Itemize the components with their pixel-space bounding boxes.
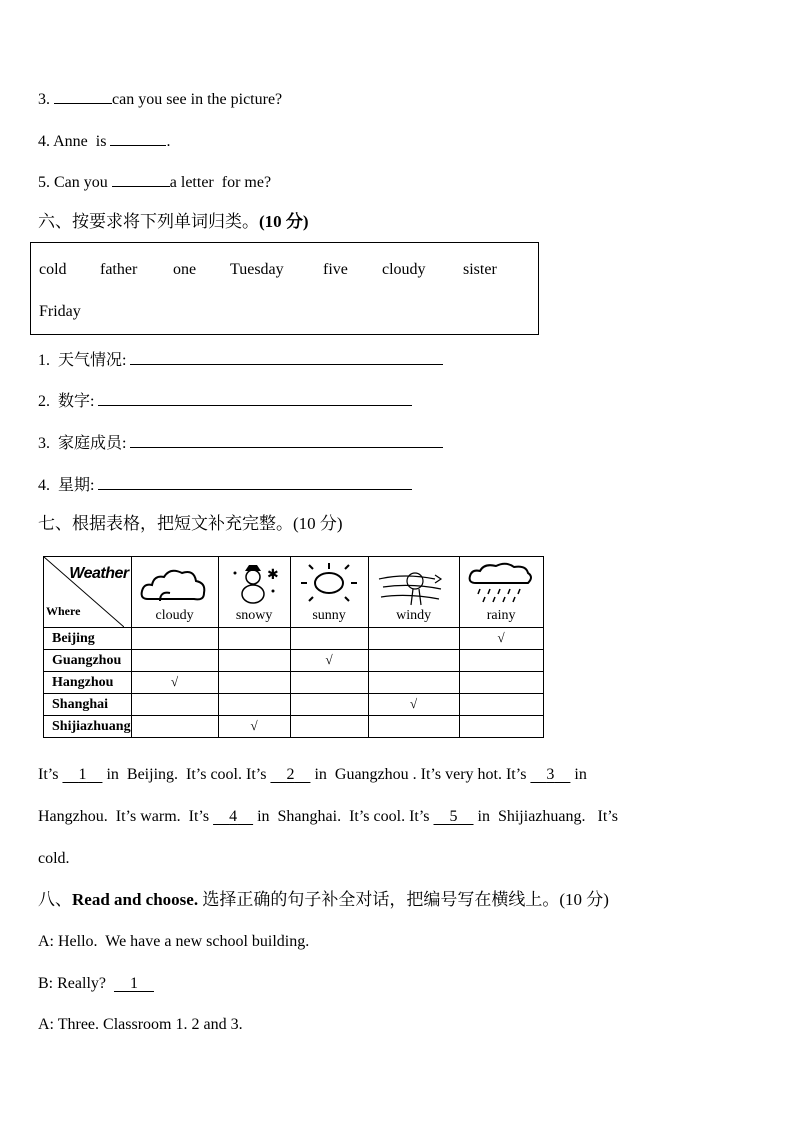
table-row <box>44 694 544 716</box>
sun-icon <box>297 561 361 605</box>
weather-header-snowy: ✱ snowy <box>218 557 290 628</box>
table-row <box>44 672 544 694</box>
category-1: 1. 天气情况: <box>38 349 443 371</box>
category-3: 3. 家庭成员: <box>38 432 443 454</box>
weather-cell <box>368 650 459 672</box>
weather-cell <box>459 628 543 650</box>
weather-cell <box>131 672 218 694</box>
weather-header-sunny: sunny <box>290 557 368 628</box>
weather-cell <box>218 672 290 694</box>
weather-cell <box>131 650 218 672</box>
weather-cell <box>459 672 543 694</box>
word-item: father <box>100 261 138 278</box>
corner-weather-label: Weather <box>69 565 129 582</box>
snowman-icon <box>229 561 285 607</box>
passage-line-3: cold. <box>38 850 70 867</box>
check-mark: √ <box>250 718 258 733</box>
word-item: Friday <box>39 303 81 320</box>
weather-cell <box>290 650 368 672</box>
category-2: 2. 数字: <box>38 390 412 412</box>
question-3: 3. can you see in the picture? <box>38 88 282 110</box>
weather-cell <box>290 716 368 738</box>
word-item: five <box>323 261 348 278</box>
weather-cell <box>368 628 459 650</box>
category-4: 4. 星期: <box>38 474 412 496</box>
answer-blank[interactable] <box>112 171 170 187</box>
weather-cell <box>368 672 459 694</box>
table-row <box>44 716 544 738</box>
blank-3[interactable]: 3 <box>546 766 555 783</box>
weather-cell <box>131 716 218 738</box>
word-item: cloudy <box>382 261 426 278</box>
weather-cell <box>290 672 368 694</box>
answer-blank[interactable] <box>130 432 443 448</box>
check-mark: √ <box>410 696 418 711</box>
table-row <box>44 628 544 650</box>
weather-cell <box>459 694 543 716</box>
weather-table <box>43 556 544 738</box>
passage-line-2: Hangzhou. It’s warm. It’s 4 in Shanghai. It’s cool. It’s 5 in Shijiazhuang. It’s <box>38 808 618 825</box>
question-5: 5. Can you a letter for me? <box>38 171 271 193</box>
city-cell: Beijing <box>44 628 132 650</box>
word-item: cold <box>39 261 67 278</box>
weather-cell <box>290 628 368 650</box>
answer-blank[interactable] <box>130 349 443 365</box>
weather-cell <box>218 628 290 650</box>
corner-where-label: Where <box>46 604 81 618</box>
dialog-a1: A: Hello. We have a new school building. <box>38 933 310 950</box>
blank-4[interactable]: 4 <box>229 808 238 825</box>
check-mark: √ <box>325 652 333 667</box>
table-corner-cell <box>44 557 132 628</box>
weather-cell <box>290 694 368 716</box>
section-7-title: 七、根据表格，把短文补充完整。(10 分) <box>38 514 343 533</box>
dialog-blank-1[interactable]: 1 <box>129 975 138 992</box>
passage-line-1: It’s 1 in Beijing. It’s cool. It’s 2 in Guangzhou . It’s very hot. It’s 3 in <box>38 766 587 783</box>
weather-cell <box>131 628 218 650</box>
weather-cell <box>131 694 218 716</box>
cloudy-icon <box>138 563 210 605</box>
word-item: one <box>173 261 197 278</box>
city-cell: Shijiazhuang <box>44 716 132 738</box>
blank-5[interactable]: 5 <box>449 808 458 825</box>
wind-icon <box>375 565 451 609</box>
answer-blank[interactable] <box>98 474 412 490</box>
weather-cell <box>368 694 459 716</box>
blank-2[interactable]: 2 <box>286 766 295 783</box>
answer-blank[interactable] <box>98 390 412 406</box>
section-6-title: 六、按要求将下列单词归类。(10 分) <box>38 212 309 231</box>
word-item: sister <box>463 261 497 278</box>
weather-header-windy: windy <box>368 557 459 628</box>
dialog-a2: A: Three. Classroom 1. 2 and 3. <box>38 1016 243 1033</box>
blank-1[interactable]: 1 <box>78 766 87 783</box>
check-mark: √ <box>171 674 179 689</box>
word-bank-box <box>30 242 539 335</box>
check-mark: √ <box>497 630 505 645</box>
weather-header-rainy: rainy <box>459 557 543 628</box>
table-row <box>44 650 544 672</box>
table-body <box>44 628 544 738</box>
weather-cell <box>218 716 290 738</box>
section-8-title: 八、Read and choose. 选择正确的句子补全对话，把编号写在横线上。(10 分) <box>38 890 609 909</box>
rain-cloud-icon <box>466 561 536 605</box>
answer-blank[interactable] <box>110 130 166 146</box>
question-4: 4. Anne is . <box>38 130 170 152</box>
answer-blank[interactable] <box>54 88 112 104</box>
weather-cell <box>459 716 543 738</box>
weather-cell <box>218 650 290 672</box>
weather-cell <box>368 716 459 738</box>
svg-text:✱: ✱ <box>266 567 279 583</box>
city-cell: Shanghai <box>44 694 132 716</box>
city-cell: Hangzhou <box>44 672 132 694</box>
word-item: Tuesday <box>230 261 284 278</box>
weather-cell <box>459 650 543 672</box>
weather-cell <box>218 694 290 716</box>
dialog-b1: B: Really? 1 <box>38 974 154 994</box>
city-cell: Guangzhou <box>44 650 132 672</box>
weather-header-cloudy: cloudy <box>131 557 218 628</box>
